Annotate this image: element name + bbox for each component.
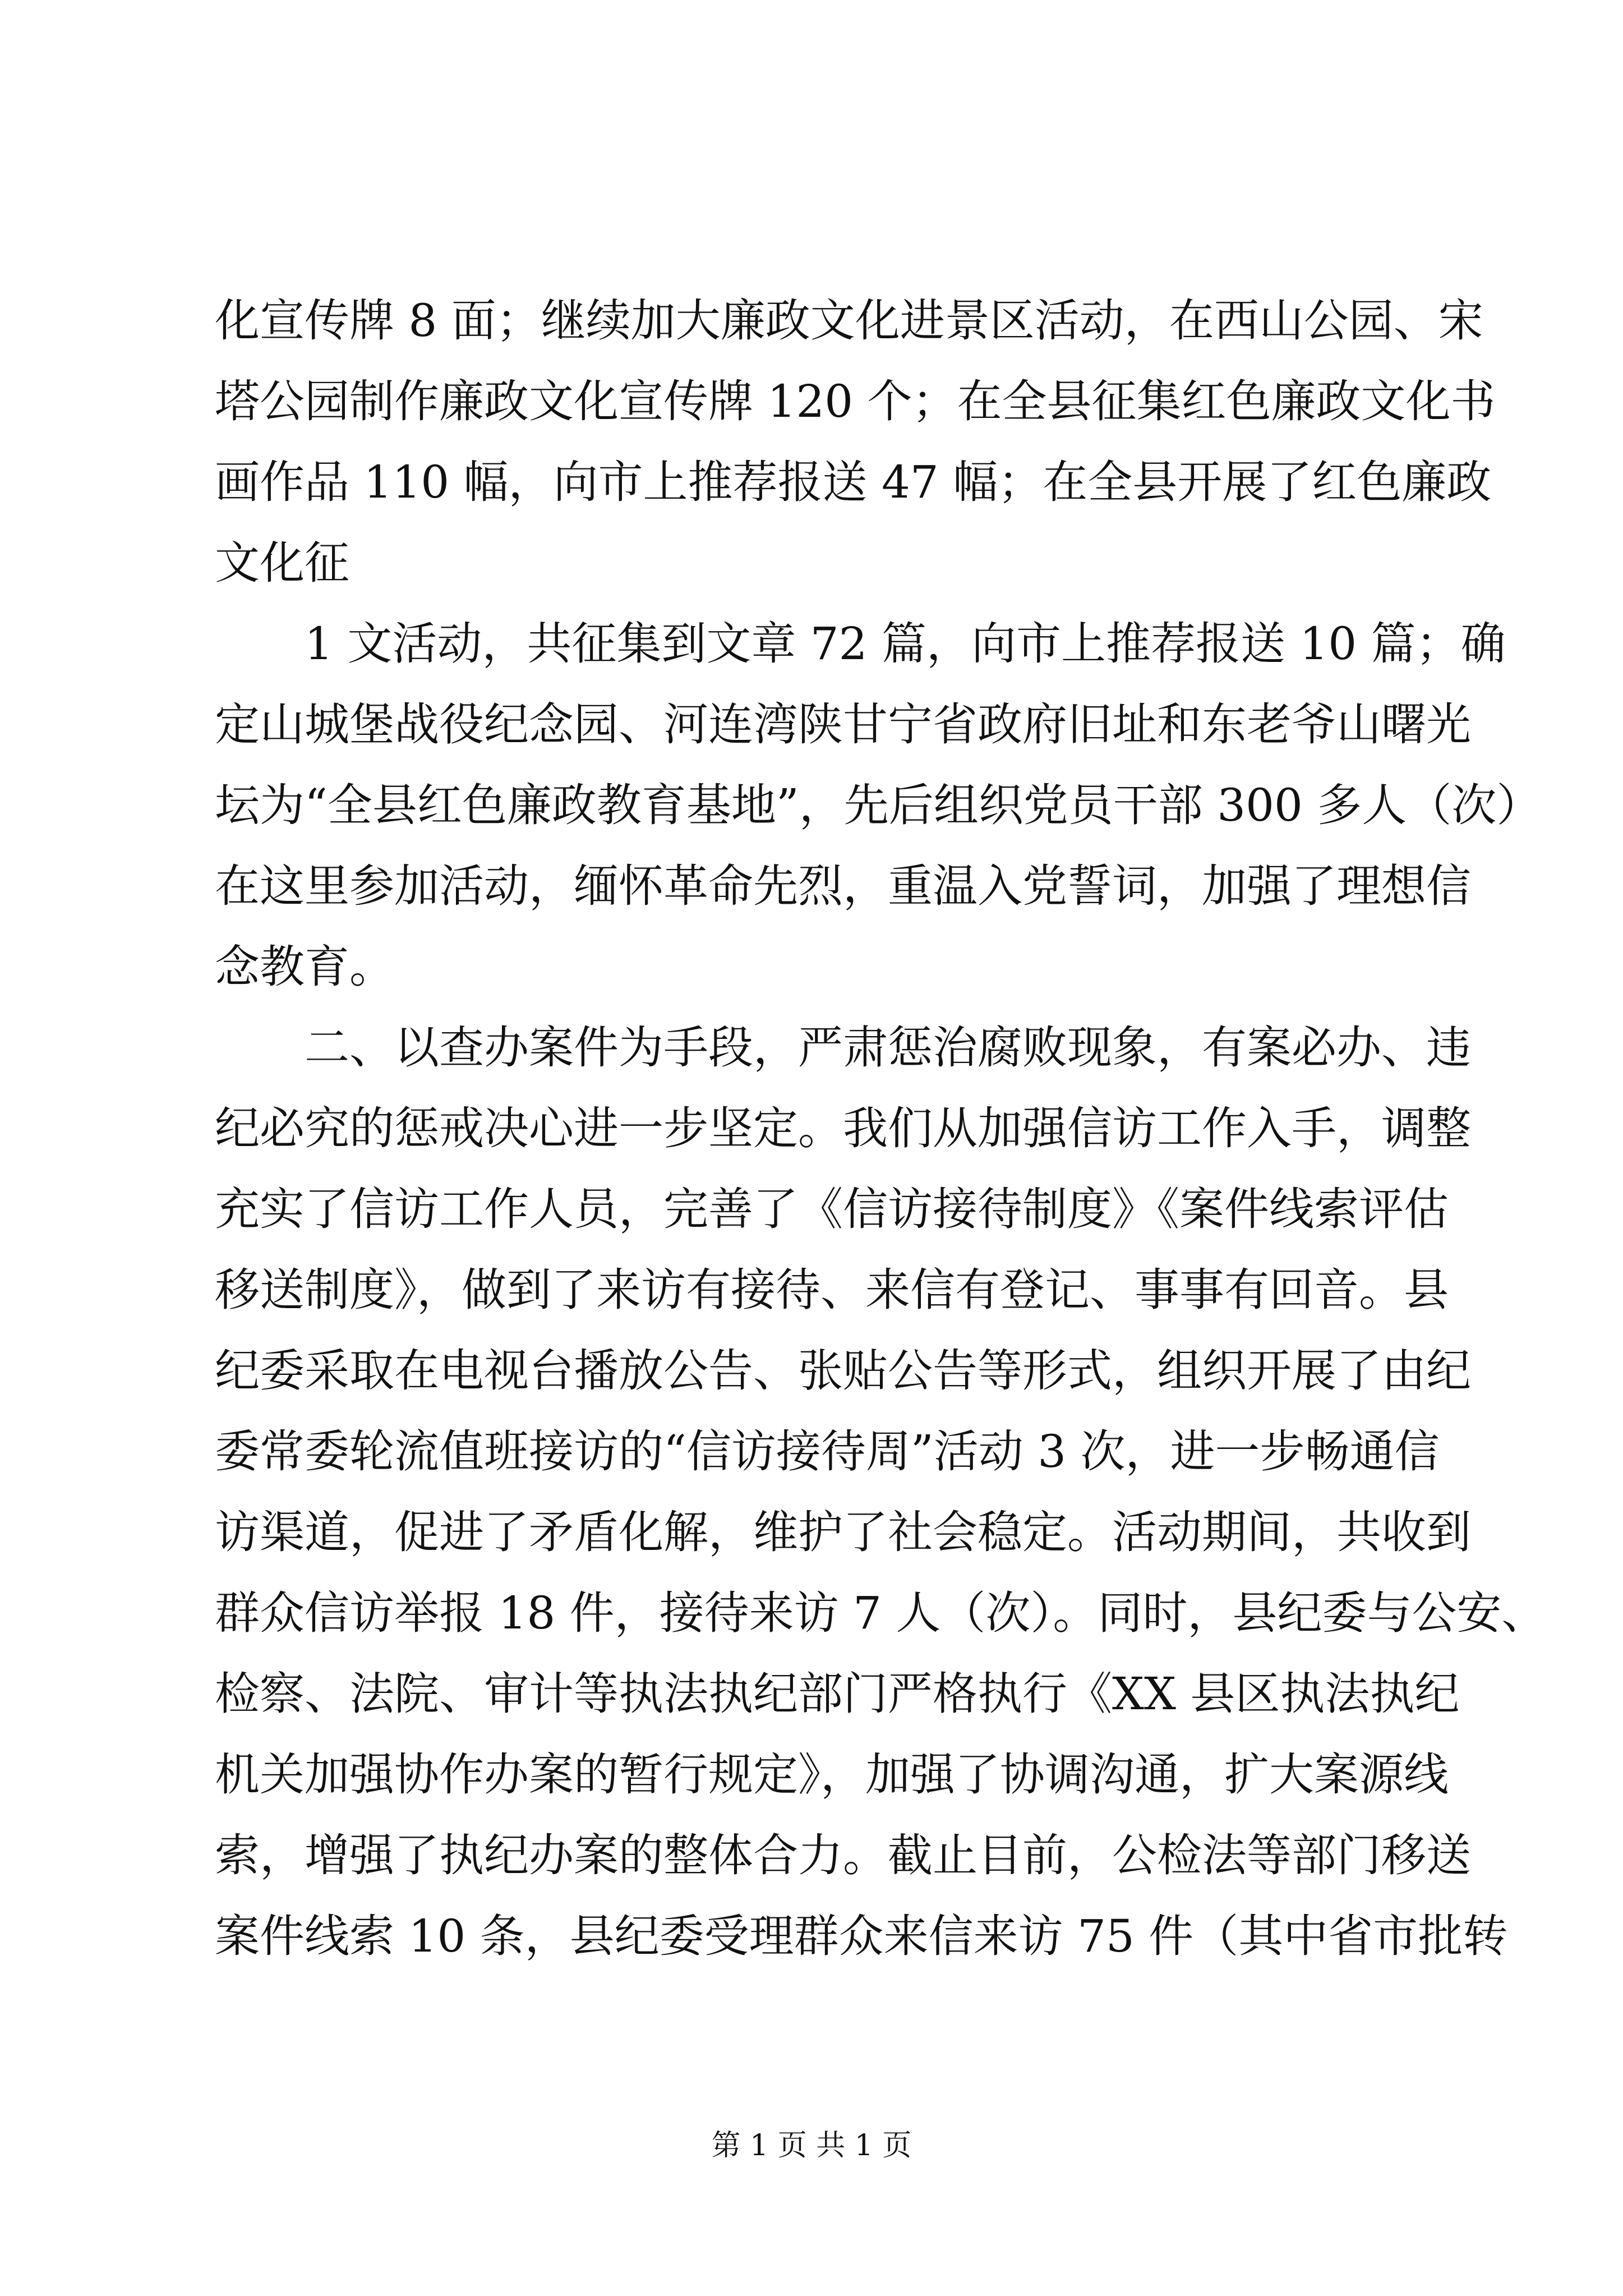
text-line: 检察、法院、审计等执法执纪部门严格执行《XX 县区执法执纪 — [215, 1668, 1460, 1720]
text-line: 画作品 110 幅，向市上推荐报送 47 幅；在全县开展了红色廉政 — [215, 456, 1492, 508]
text-line: 纪委采取在电视台播放公告、张贴公告等形式，组织开展了由纪 — [215, 1345, 1471, 1397]
text-line: 访渠道，促进了矛盾化解，维护了社会稳定。活动期间，共收到 — [215, 1506, 1471, 1558]
text-line: 充实了信访工作人员，完善了《信访接待制度》《案件线索评估 — [215, 1183, 1449, 1235]
paragraph-start-line: 二、以查办案件为手段，严肃惩治腐败现象，有案必办、违 — [305, 1022, 1471, 1074]
text-line: 委常委轮流值班接访的“信访接待周”活动 3 次，进一步畅通信 — [215, 1425, 1440, 1478]
page-footer: 第 1 页 共 1 页 — [711, 2129, 912, 2162]
text-line: 塔公园制作廉政文化宣传牌 120 个；在全县征集红色廉政文化书 — [215, 375, 1496, 427]
text-line: 移送制度》，做到了来访有接待、来信有登记、事事有回音。县 — [215, 1264, 1449, 1316]
text-line: 定山城堡战役纪念园、河连湾陕甘宁省政府旧址和东老爷山曙光 — [215, 698, 1471, 751]
text-line: 文化征 — [215, 537, 349, 589]
paragraph-start-line: 1 文活动，共征集到文章 72 篇，向市上推荐报送 10 篇；确 — [305, 618, 1506, 670]
text-line: 索，增强了执纪办案的整体合力。截止目前，公检法等部门移送 — [215, 1829, 1471, 1881]
text-line: 坛为“全县红色廉政教育基地”，先后组织党员干部 300 多人（次） — [215, 779, 1542, 831]
text-line: 念教育。 — [215, 941, 394, 993]
text-line: 机关加强协作办案的暂行规定》，加强了协调沟通，扩大案源线 — [215, 1749, 1449, 1801]
text-line: 化宣传牌 8 面；继续加大廉政文化进景区活动，在西山公园、宋 — [215, 295, 1483, 347]
text-line: 群众信访举报 18 件，接待来访 7 人（次）。同时，县纪委与公安、 — [215, 1587, 1547, 1639]
body-text — [215, 280, 1547, 1977]
text-line: 纪必究的惩戒决心进一步坚定。我们从加强信访工作入手，调整 — [215, 1102, 1471, 1154]
text-line: 案件线索 10 条，县纪委受理群众来信来访 75 件（其中省市批转 — [215, 1910, 1508, 1962]
text-line: 在这里参加活动，缅怀革命先烈，重温入党誓词，加强了理想信 — [215, 860, 1471, 912]
